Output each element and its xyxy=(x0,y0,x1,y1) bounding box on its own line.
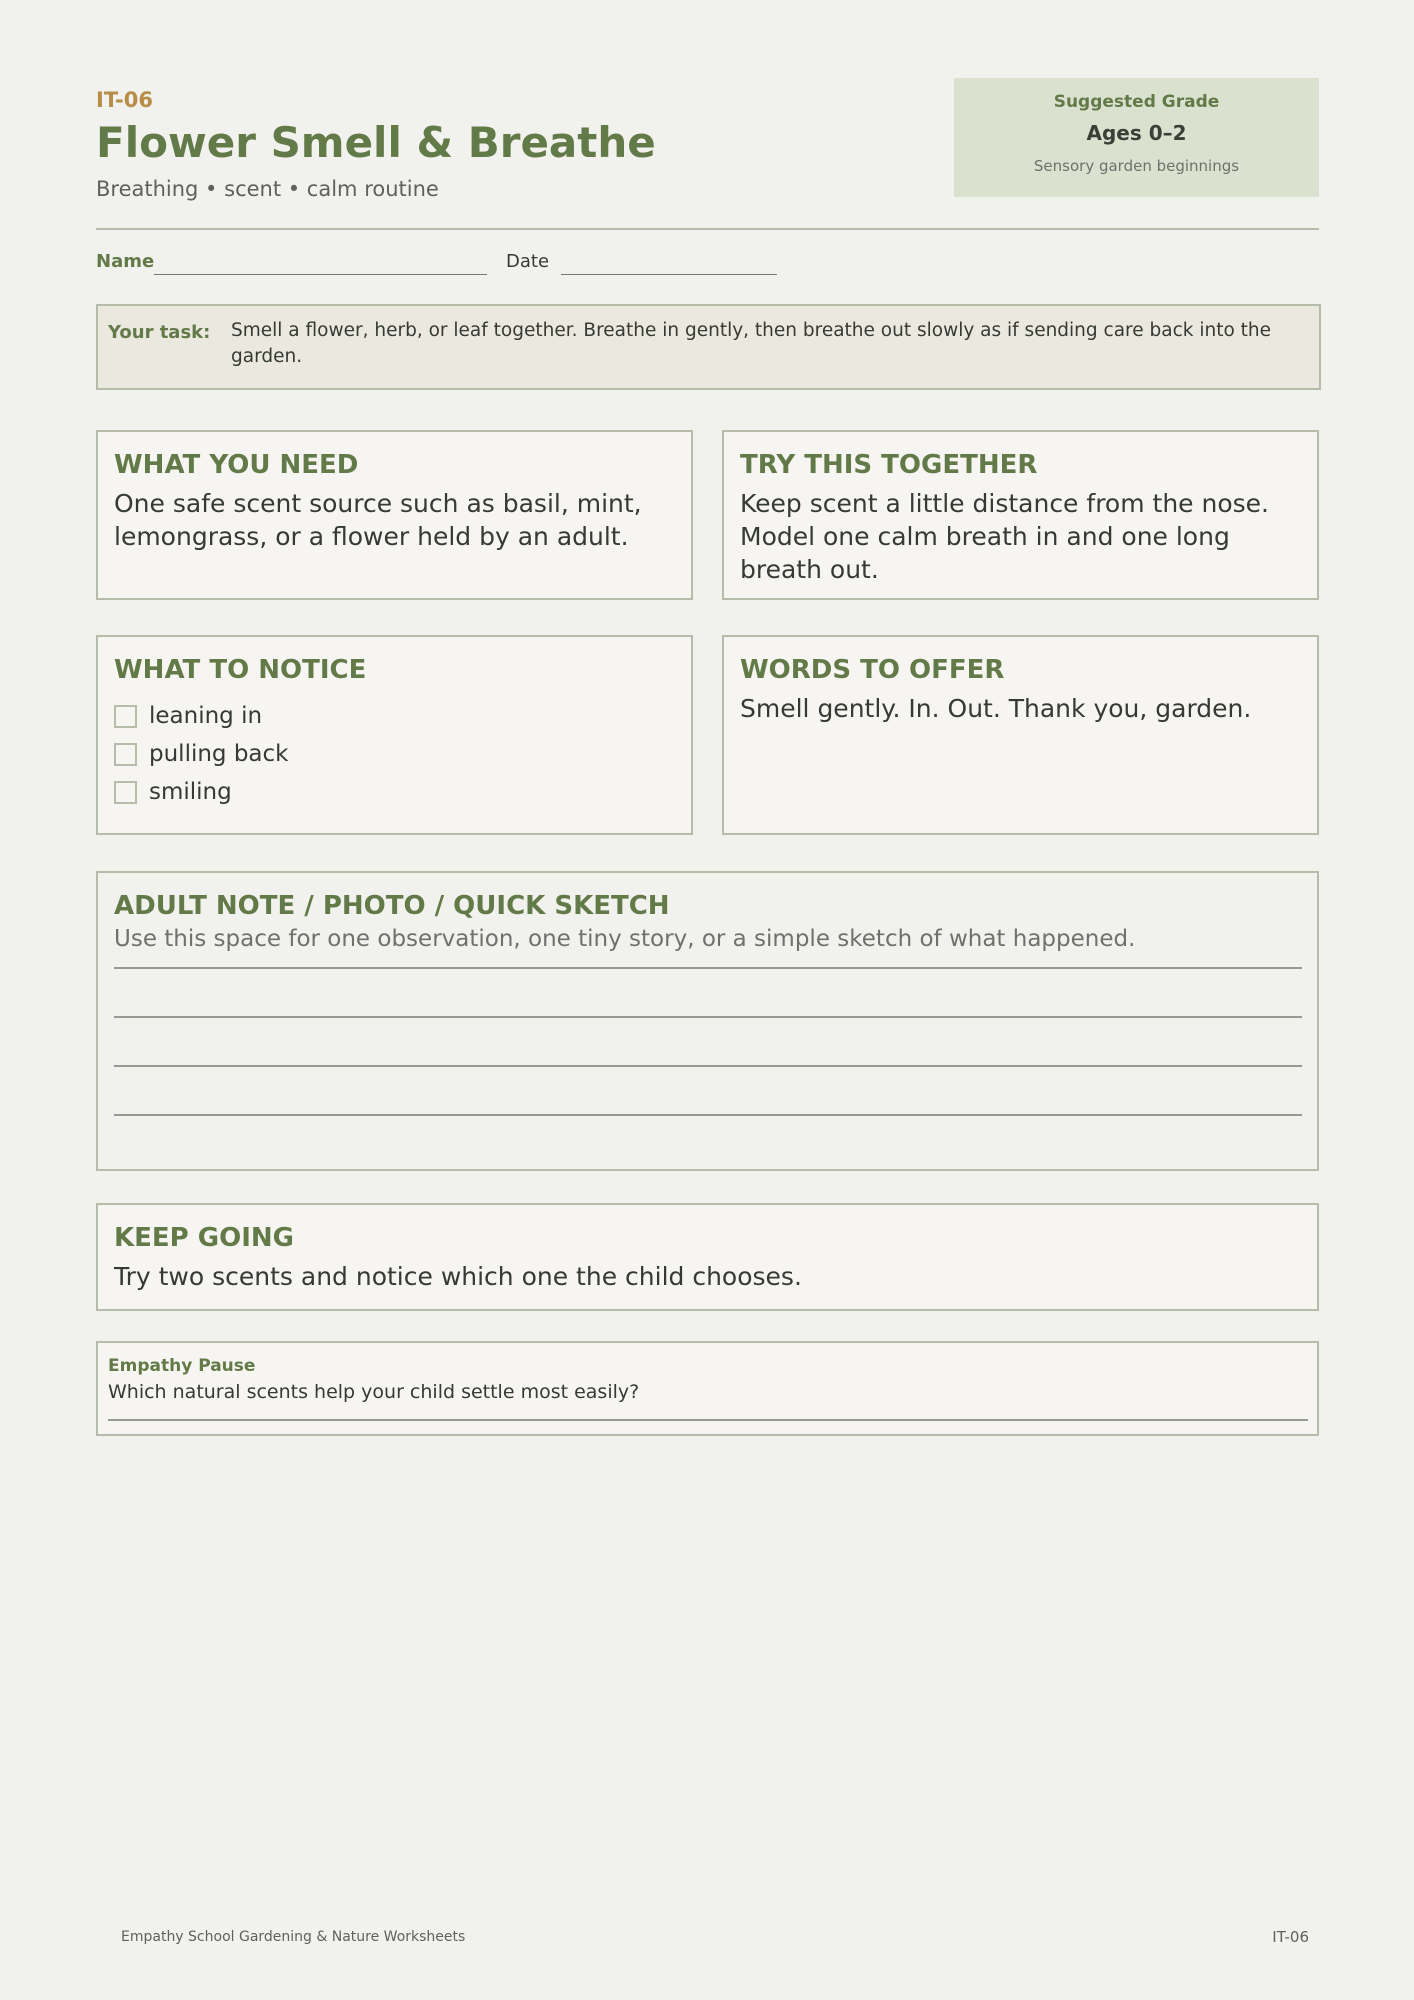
notice-checklist xyxy=(114,697,289,811)
keep-going-heading: KEEP GOING xyxy=(114,1223,294,1253)
checkbox[interactable] xyxy=(114,781,137,804)
writing-line[interactable] xyxy=(114,967,1302,969)
try-this-together-text: Keep scent a little distance from the nose. Model one calm breath in and one long breath out. xyxy=(740,489,1269,584)
page-subtitle: Breathing • scent • calm routine xyxy=(96,177,439,201)
checkbox[interactable] xyxy=(114,705,137,728)
checklist-label: pulling back xyxy=(149,741,289,767)
adult-note-instruction: Use this space for one observation, one tiny story, or a simple sketch of what happened. xyxy=(114,926,1136,952)
worksheet-code: IT-06 xyxy=(96,88,153,112)
page-title: Flower Smell & Breathe xyxy=(96,118,656,167)
what-you-need-text: One safe scent source such as basil, mint, lemongrass, or a flower held by an adult. xyxy=(114,489,642,551)
adult-note-heading: ADULT NOTE / PHOTO / QUICK SKETCH xyxy=(114,891,670,921)
writing-line[interactable] xyxy=(114,1016,1302,1018)
what-to-notice-card xyxy=(96,635,693,835)
date-label: Date xyxy=(506,251,550,272)
what-you-need-heading: WHAT YOU NEED xyxy=(114,450,359,480)
adult-note-card xyxy=(96,871,1319,1171)
footer-code: IT-06 xyxy=(1272,1928,1309,1946)
checklist-label: smiling xyxy=(149,779,232,805)
footer-credit: Empathy School Gardening & Nature Worksheets xyxy=(121,1929,466,1945)
answer-line[interactable] xyxy=(108,1419,1308,1421)
empathy-pause-label: Empathy Pause xyxy=(108,1356,256,1376)
words-to-offer-text: Smell gently. In. Out. Thank you, garden. xyxy=(740,694,1252,723)
grade-note: Sensory garden beginnings xyxy=(1033,157,1240,175)
checklist-label: leaning in xyxy=(149,703,263,729)
task-text: Smell a flower, herb, or leaf together. Breathe in gently, then breathe out slowly as if sending care back into the garden. xyxy=(231,320,1272,367)
words-to-offer-heading: WORDS TO OFFER xyxy=(740,655,1005,685)
header-divider xyxy=(96,228,1319,230)
empathy-pause-card xyxy=(96,1341,1319,1436)
try-this-together-heading: TRY THIS TOGETHER xyxy=(740,450,1038,480)
keep-going-text: Try two scents and notice which one the child chooses. xyxy=(114,1262,802,1291)
words-to-offer-card xyxy=(722,635,1319,835)
grade-box xyxy=(954,78,1319,197)
date-field[interactable] xyxy=(561,274,777,275)
name-label: Name xyxy=(96,251,155,272)
writing-line[interactable] xyxy=(114,1065,1302,1067)
task-label: Your task: xyxy=(108,322,211,343)
keep-going-card xyxy=(96,1203,1319,1311)
checklist-item xyxy=(114,735,289,773)
grade-label: Suggested Grade xyxy=(1053,92,1220,112)
what-you-need-card xyxy=(96,430,693,600)
checkbox[interactable] xyxy=(114,743,137,766)
checklist-item xyxy=(114,697,289,735)
what-to-notice-heading: WHAT TO NOTICE xyxy=(114,655,367,685)
task-box xyxy=(96,304,1321,390)
checklist-item xyxy=(114,773,289,811)
try-this-together-card xyxy=(722,430,1319,600)
name-field[interactable] xyxy=(154,274,487,275)
writing-line[interactable] xyxy=(114,1114,1302,1116)
empathy-pause-question: Which natural scents help your child settle most easily? xyxy=(108,1381,640,1403)
grade-value: Ages 0–2 xyxy=(1086,121,1187,145)
